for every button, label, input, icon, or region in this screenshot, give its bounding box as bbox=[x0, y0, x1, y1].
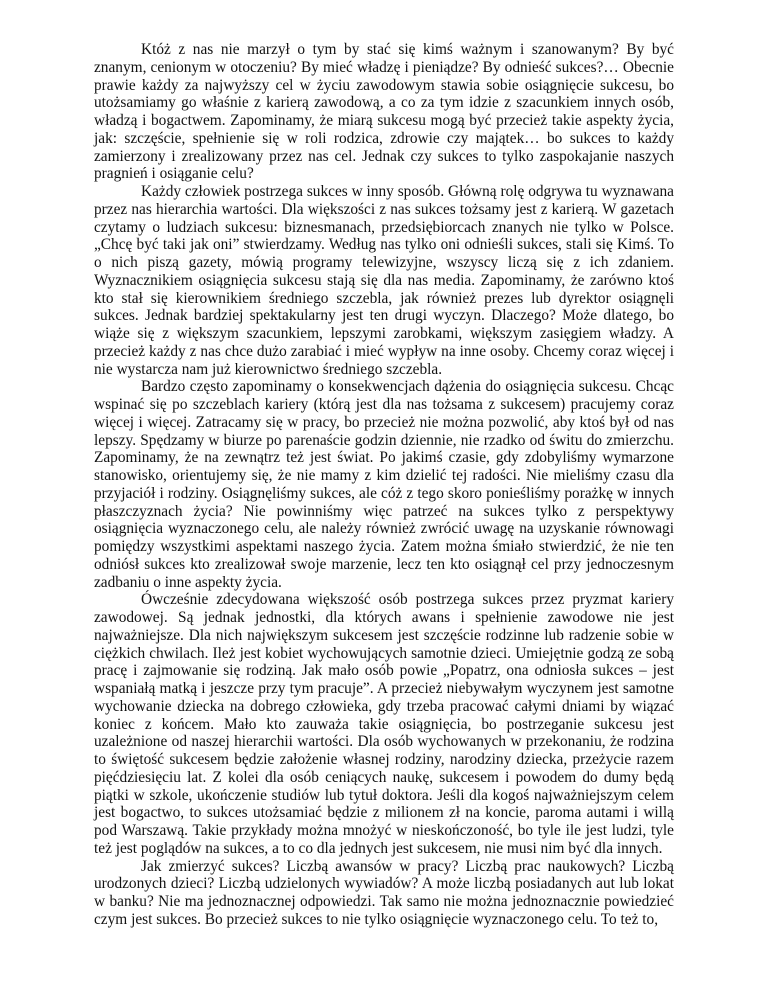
paragraph-5: Jak zmierzyć sukces? Liczbą awansów w pracy? Liczbą prac naukowych? Liczbą urodzonych dzieci? Liczbą udzielonych wywiadów? A może liczbą posiadanych aut lub lokat w banku? Nie ma jednoznacznej odpowiedzi. Tak samo nie można jednoznacznie powiedzieć czym jest sukces. Bo przecież sukces to nie tylko osiągnięcie wyznaczonego celu. To też to, bbox=[94, 857, 674, 928]
paragraph-3: Bardzo często zapominamy o konsekwencjach dążenia do osiągnięcia sukcesu. Chcąc wspinać się po szczeblach kariery (którą jest dla nas tożsama z sukcesem) pracujemy coraz więcej i więcej. Zatracamy się w pracy, bo przecież nie można pozwolić, aby ktoś był od nas lepszy. Spędzamy w biurze po parenaście godzin dziennie, nie rzadko od świtu do zmierzchu. Zapominamy, że na zewnątrz też jest świat. Po jakimś czasie, gdy zdobyliśmy wymarzone stanowisko, orientujemy się, że nie mamy z kim dzielić tej radości. Nie mieliśmy czasu dla przyjaciół i rodziny. Osiągnęliśmy sukces, ale cóż z tego skoro ponieśliśmy porażkę w innych płaszczyznach życia? Nie powinniśmy więc patrzeć na sukces tylko z perspektywy osiągnięcia wyznaczonego celu, ale należy również zwrócić uwagę na uzyskanie równowagi pomiędzy wszystkimi aspektami naszego życia. Zatem można śmiało stwierdzić, że nie ten odniósł sukces kto zrealizował swoje marzenie, lecz ten kto osiągnął cel przy jednoczesnym zadbaniu o inne aspekty życia. bbox=[94, 378, 674, 591]
document-body bbox=[94, 41, 674, 929]
paragraph-4: Ówcześnie zdecydowana większość osób postrzega sukces przez pryzmat kariery zawodowej. Są jednak jednostki, dla których awans i spełnienie zawodowe nie jest najważniejsze. Dla nich największym sukcesem jest szczęście rodzinne lub radzenie sobie w ciężkich chwilach. Ileż jest kobiet wychowujących samotnie dzieci. Umiejętnie godzą ze sobą pracę i zajmowanie się rodziną. Jak mało osób powie „Popatrz, ona odniosła sukces – jest wspaniałą matką i jeszcze przy tym pracuje”. A przecież niebywałym wyczynem jest samotne wychowanie dziecka na dobrego człowieka, gdy trzeba pracować całymi dniami by wiązać koniec z końcem. Mało kto zauważa takie osiągnięcia, bo postrzeganie sukcesu jest uzależnione od naszej hierarchii wartości. Dla osób wychowanych w przekonaniu, że rodzina to świętość sukcesem będzie założenie własnej rodziny, narodziny dziecka, przeżycie razem pięćdziesięciu lat. Z kolei dla osób ceniących naukę, sukcesem i powodem do dumy będą piątki w szkole, ukończenie studiów lub tytuł doktora. Jeśli dla kogoś najważniejszym celem jest bogactwo, to sukces utożsamiać będzie z milionem zł na koncie, paroma autami i willą pod Warszawą. Takie przykłady można mnożyć w nieskończoność, bo tyle ile jest ludzi, tyle też jest poglądów na sukces, a to co dla jednych jest sukcesem, nie musi nim być dla innych. bbox=[94, 591, 674, 857]
paragraph-2: Każdy człowiek postrzega sukces w inny sposób. Główną rolę odgrywa tu wyznawana przez nas hierarchia wartości. Dla większości z nas sukces tożsamy jest z karierą. W gazetach czytamy o ludziach sukcesu: biznesmanach, przedsiębiorcach znanych nie tylko w Polsce. „Chcę być taki jak oni” stwierdzamy. Według nas tylko oni odnieśli sukces, stali się Kimś. To o nich piszą gazety, mówią programy telewizyjne, wszyscy liczą się z ich zdaniem. Wyznacznikiem osiągnięcia sukcesu stają się dla nas media. Zapominamy, że zarówno ktoś kto stał się kierownikiem średniego szczebla, jak również prezes lub dyrektor osiągnęli sukces. Jednak bardziej spektakularny jest ten drugi wyczyn. Dlaczego? Może dlatego, bo wiąże się z większym szacunkiem, lepszymi zarobkami, większym zasięgiem władzy. A przecież każdy z nas chce dużo zarabiać i mieć wypływ na inne osoby. Chcemy coraz więcej i nie wystarcza nam już kierownictwo średniego szczebla. bbox=[94, 183, 674, 378]
paragraph-1: Któż z nas nie marzył o tym by stać się kimś ważnym i szanowanym? By być znanym, cenionym w otoczeniu? By mieć władzę i pieniądze? By odnieść sukces?… Obecnie prawie każdy za najwyższy cel w życiu zawodowym stawia sobie osiągnięcie sukcesu, bo utożsamiamy go właśnie z karierą zawodową, a co za tym idzie z szacunkiem innych osób, władzą i bogactwem. Zapominamy, że miarą sukcesu mogą być przecież takie aspekty życia, jak: szczęście, spełnienie się w roli rodzica, zdrowie czy majątek… bo sukces to każdy zamierzony i zrealizowany przez nas cel. Jednak czy sukces to tylko zaspokajanie naszych pragnień i osiąganie celu? bbox=[94, 41, 674, 183]
